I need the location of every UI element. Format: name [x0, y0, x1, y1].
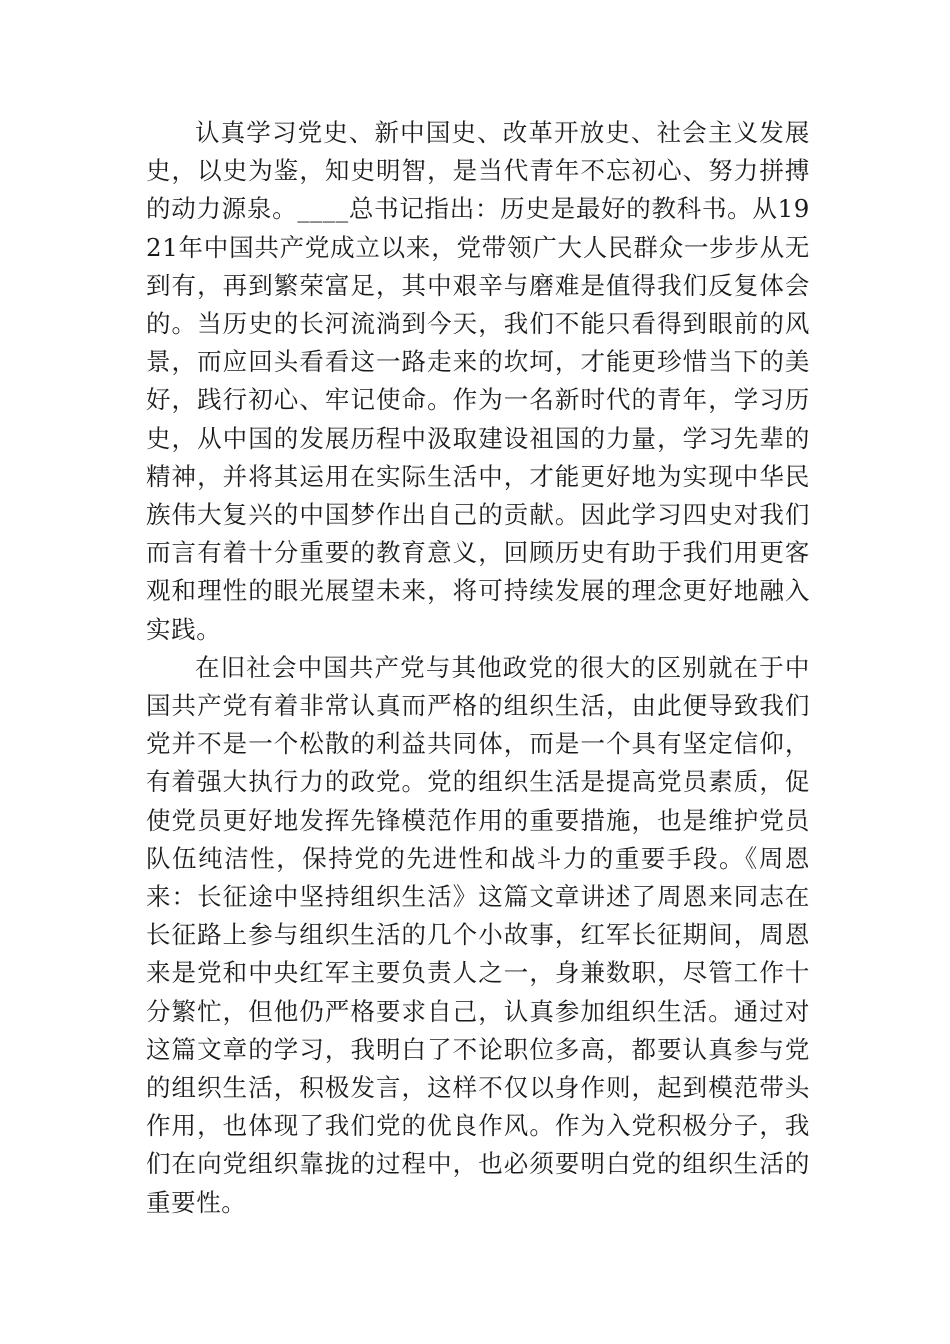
document-body [146, 114, 810, 1222]
paragraph-study-four-histories: 认真学习党史、新中国史、改革开放史、社会主义发展史，以史为鉴，知史明智，是当代青年不忘初心、努力拼搏的动力源泉。____总书记指出：历史是最好的教科书。从1921年中国共产党成立以来，党带领广大人民群众一步步从无到有，再到繁荣富足，其中艰辛与磨难是值得我们反复体会的。当历史的长河流淌到今天，我们不能只看得到眼前的风景，而应回头看看这一路走来的坎坷，才能更珍惜当下的美好，践行初心、牢记使命。作为一名新时代的青年，学习历史，从中国的发展历程中汲取建设祖国的力量，学习先辈的精神，并将其运用在实际生活中，才能更好地为实现中华民族伟大复兴的中国梦作出自己的贡献。因此学习四史对我们而言有着十分重要的教育意义，回顾历史有助于我们用更客观和理性的眼光展望未来，将可持续发展的理念更好地融入实践。 [146, 118, 810, 644]
paragraph-party-organizational-life: 在旧社会中国共产党与其他政党的很大的区别就在于中国共产党有着非常认真而严格的组织生活，由此便导致我们党并不是一个松散的利益共同体，而是一个具有坚定信仰，有着强大执行力的政党。党的组织生活是提高党员素质，促使党员更好地发挥先锋模范作用的重要措施，也是维护党员队伍纯洁性，保持党的先进性和战斗力的重要手段。《周恩来：长征途中坚持组织生活》这篇文章讲述了周恩来同志在长征路上参与组织生活的几个小故事，红军长征期间，周恩来是党和中央红军主要负责人之一，身兼数职，尽管工作十分繁忙，但他仍严格要求自己，认真参加组织生活。通过对这篇文章的学习，我明白了不论职位多高，都要认真参与党的组织生活，积极发言，这样不仅以身作则，起到模范带头作用，也体现了我们党的优良作风。作为入党积极分子，我们在向党组织靠拢的过程中，也必须要明白党的组织生活的重要性。 [146, 652, 810, 1217]
